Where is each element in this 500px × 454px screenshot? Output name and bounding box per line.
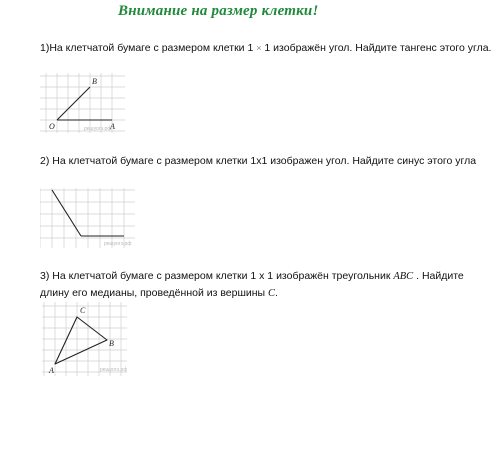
task-3-text-c: .	[275, 287, 278, 299]
page-title: Внимание на размер клетки!	[118, 3, 319, 19]
task-1-figure	[40, 73, 125, 133]
label-b: B	[92, 77, 97, 86]
watermark: решуогэ.рф	[100, 367, 127, 373]
task-3-figure	[42, 302, 127, 376]
vertex-c: C	[268, 288, 276, 299]
label-a: A	[110, 122, 115, 131]
task-2-text: 2) На клетчатой бумаге с размером клетки 1х1 изображен угол. Найдите синус этого угла	[40, 155, 477, 167]
task-3-text	[40, 268, 492, 302]
label-o: O	[49, 122, 55, 131]
label-a: A	[49, 366, 54, 375]
label-b: B	[109, 339, 114, 348]
task-3-text-b: . Найдите длину его медианы, проведённой из вершины	[40, 270, 464, 299]
label-c: C	[80, 306, 86, 315]
task-3-text-a: 3) На клетчатой бумаге с размером клетки 1 х 1 изображён треугольник	[40, 270, 394, 282]
task-1-text-b: 1 изображён угол. Найдите тангенс этого угла.	[261, 42, 492, 54]
watermark: решуогэ.рф	[84, 126, 112, 132]
watermark: решуогэ.рф	[104, 241, 132, 247]
times-sign: ×	[256, 43, 262, 53]
triangle-name: ABC	[393, 271, 414, 282]
task-1-text	[40, 40, 492, 56]
task-2-figure	[40, 188, 135, 248]
task-1-text-a: 1)На клетчатой бумаге с размером клетки 1	[40, 42, 257, 54]
